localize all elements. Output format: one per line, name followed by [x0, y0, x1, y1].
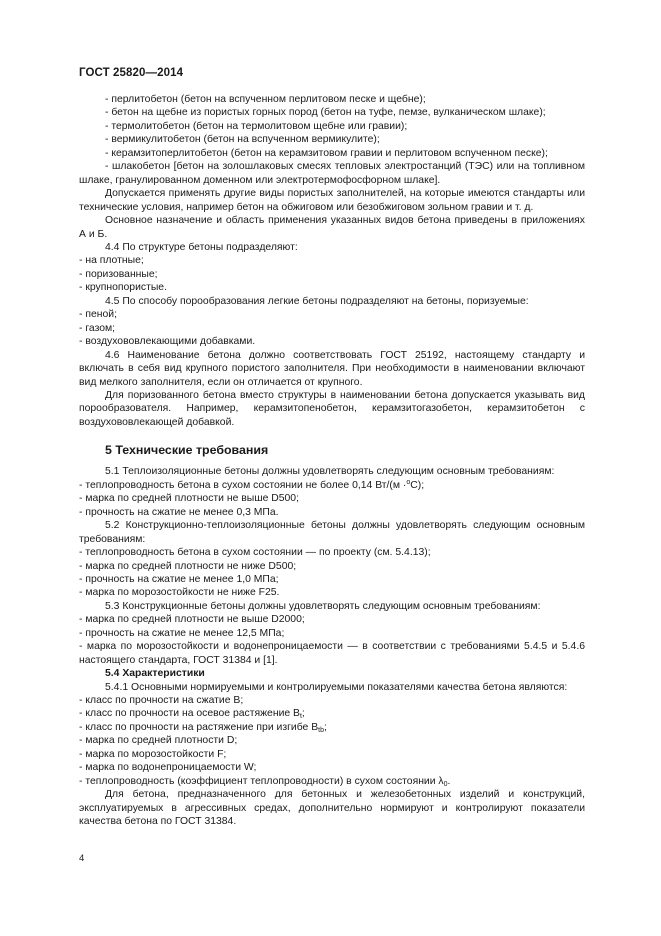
text-run: ;	[301, 708, 305, 720]
list-item: - бетон на щебне из пористых горных пород (бетон на туфе, пемзе, вулканическом шлаке);	[105, 107, 546, 119]
list-item: - термолитобетон (бетон на термолитовом щебне или гравии);	[105, 120, 408, 132]
list-item: - перлитобетон (бетон на вспученном перлитовом песке и щебне);	[105, 94, 426, 105]
list-item: - шлакобетон [бетон на золошлаковых смесях тепловых электростанций (ТЭС) или на топливном шлаке, гранулированном доменном или электротермофосфорном шлаке].	[79, 161, 585, 186]
list-item	[79, 707, 585, 720]
text-run: С);	[410, 479, 425, 491]
paragraph: Допускается применять другие виды пористых заполнителей, на которые имеются стандарты или технические условия, например бетон на обжиговом или безобжиговом зольном гравии и т. д.	[79, 188, 585, 213]
list-item: - марка по водонепроницаемости W;	[79, 762, 257, 774]
list-item: - крупнопористые.	[79, 282, 167, 294]
page-number: 4	[79, 853, 85, 864]
list-item: - керамзитоперлитобетон (бетон на керамзитовом гравии и перлитовом вспученном песке);	[105, 147, 548, 159]
text-run: ;	[323, 721, 327, 733]
list-item: - прочность на сжатие не менее 0,3 МПа.	[79, 506, 279, 518]
clause-5-3: 5.3 Конструкционные бетоны должны удовлетворять следующим основным требованиям:	[105, 600, 541, 612]
subsection-title: 5.4 Характеристики	[105, 668, 205, 680]
list-item: - класс по прочности на сжатие В;	[79, 695, 244, 707]
degree-sign: о	[406, 478, 411, 486]
paragraph: Основное назначение и область применения указанных видов бетона приведены в приложениях А и Б.	[79, 215, 585, 240]
list-item: - марка по морозостойкости и водонепроницаемости — в соответствии с требованиями 5.4.5 и 5.4.6 настоящего стандарта, ГОСТ 31384 и [1].	[79, 641, 585, 666]
clause-4-6: 4.6 Наименование бетона должно соответствовать ГОСТ 25192, настоящему стандарту и включать в себя вид крупного пористого заполнителя. При необходимости в наименовании включают вид мелкого заполнителя, если он отличается от крупного.	[79, 349, 585, 388]
list-item: - теплопроводность бетона в сухом состоянии — по проекту (см. 5.4.13);	[79, 547, 431, 559]
list-item: - пеной;	[79, 309, 117, 321]
list-item: - марка по средней плотности не выше D500;	[79, 493, 299, 505]
text-run: - теплопроводность бетона в сухом состоянии не более 0,14 Вт/(м ·	[79, 479, 407, 491]
text-run: - теплопроводность (коэффициент теплопроводности) в сухом состоянии λ	[79, 775, 444, 787]
section-title: 5 Технические требования	[105, 443, 269, 458]
list-item: - прочность на сжатие не менее 12,5 МПа;	[79, 627, 285, 639]
list-item	[79, 721, 585, 734]
clause-4-5: 4.5 По способу порообразования легкие бетоны подразделяют на бетоны, поризуемые:	[105, 295, 529, 307]
paragraph: Для бетона, предназначенного для бетонных и железобетонных изделий и конструкций, эксплуатируемых в агрессивных средах, дополнительно нормируют и контролируют показатели качества бетона по ГОСТ 31384.	[79, 789, 585, 828]
subscript: tb	[318, 726, 324, 734]
list-item: - вермикулитобетон (бетон на вспученном вермикулите);	[105, 134, 380, 146]
list-item	[79, 775, 585, 788]
list-item: - газом;	[79, 322, 116, 334]
list-item	[79, 479, 585, 492]
clause-4-4: 4.4 По структуре бетоны подразделяют:	[105, 241, 298, 253]
list-item: - марка по морозостойкости не ниже F25.	[79, 587, 280, 599]
subscript: 0	[443, 780, 448, 788]
list-item: - марка по средней плотности D;	[79, 735, 238, 747]
paragraph: Для поризованного бетона вместо структуры в наименовании бетона допускается указывать вид порообразователя. Например, керамзитопенобетон, керамзитогазобетон, керамзитобетон с воздухововлекающей добавкой.	[79, 389, 585, 428]
page-content	[79, 93, 585, 829]
text-run: - класс по прочности на осевое растяжение В	[79, 708, 300, 720]
list-item: - на плотные;	[79, 255, 144, 267]
list-item: - марка по средней плотности не выше D2000;	[79, 614, 305, 626]
list-item: - марка по средней плотности не ниже D500;	[79, 560, 297, 572]
list-item: - воздухововлекающими добавками.	[79, 336, 256, 348]
subscript: t	[299, 713, 302, 721]
clause-5-4-1: 5.4.1 Основными нормируемыми и контролируемыми показателями качества бетона являются:	[105, 681, 568, 693]
document-header: ГОСТ 25820—2014	[79, 67, 184, 79]
clause-5-2: 5.2 Конструкционно-теплоизоляционные бетоны должны удовлетворять следующим основным требованиям:	[79, 520, 585, 545]
clause-5-1: 5.1 Теплоизоляционные бетоны должны удовлетворять следующим основным требованиям:	[105, 466, 555, 478]
text-run: .	[447, 775, 451, 787]
list-item: - прочность на сжатие не менее 1,0 МПа;	[79, 573, 279, 585]
list-item: - поризованные;	[79, 268, 158, 280]
list-item: - марка по морозостойкости F;	[79, 748, 227, 760]
text-run: - класс по прочности на растяжение при изгибе В	[79, 721, 319, 733]
